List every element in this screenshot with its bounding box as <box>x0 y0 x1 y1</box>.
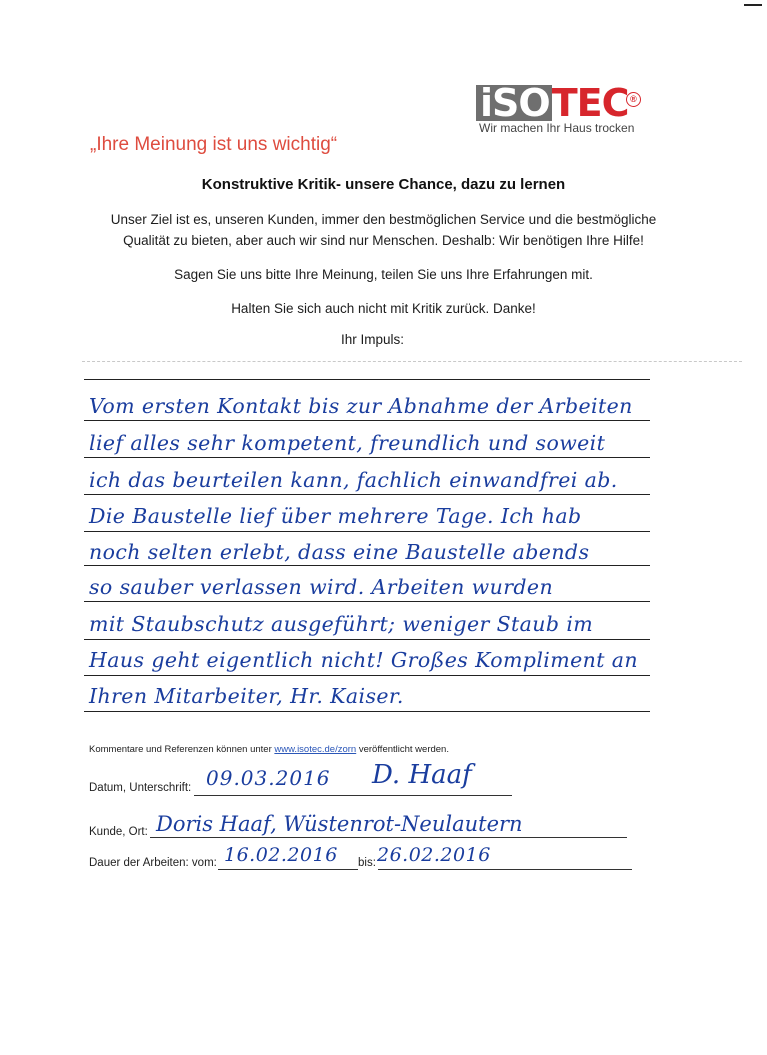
publication-note <box>89 744 449 755</box>
handwritten-line: mit Staubschutz ausgeführt; weniger Staub im <box>89 612 594 636</box>
handwritten-line: Ihren Mitarbeiter, Hr. Kaiser. <box>89 684 404 708</box>
page-subheading: Konstruktive Kritik- unsere Chance, dazu zu lernen <box>201 176 566 193</box>
ruled-line <box>84 531 650 532</box>
handwritten-line: noch selten erlebt, dass eine Baustelle abends <box>89 540 590 564</box>
ruled-line <box>84 675 650 676</box>
handwritten-line: ich das beurteilen kann, fachlich einwandfrei ab. <box>89 468 618 492</box>
duration-from-line <box>218 869 358 870</box>
ruled-line <box>84 601 650 602</box>
intro-paragraph <box>0 209 767 251</box>
signature: D. Haaf <box>372 760 472 790</box>
logo-wordmark-iso: iSO <box>476 85 552 121</box>
date-signature-label: Datum, Unterschrift: <box>89 782 192 794</box>
scan-corner-mark <box>744 4 762 6</box>
ruled-line <box>84 457 650 458</box>
logo-tagline: Wir machen Ihr Haus trocken <box>479 121 635 135</box>
handwritten-line: Vom ersten Kontakt bis zur Abnahme der Arbeiten <box>89 394 633 418</box>
ruled-line <box>84 639 650 640</box>
isotec-logo <box>476 81 646 140</box>
ruled-line <box>84 565 650 566</box>
publication-note-end: veröffentlicht werden. <box>356 744 449 755</box>
impuls-label: Ihr Impuls: <box>340 332 405 347</box>
handwritten-line: Die Baustelle lief über mehrere Tage. Ich hab <box>89 504 582 528</box>
logo-wordmark <box>476 81 629 125</box>
registered-mark: ® <box>626 92 641 107</box>
logo-wordmark-tec: TEC <box>551 81 629 125</box>
duration-to-line <box>378 869 632 870</box>
request-paragraph: Sagen Sie uns bitte Ihre Meinung, teilen Sie uns Ihre Erfahrungen mit. <box>174 267 593 282</box>
handwritten-line: lief alles sehr kompetent, freundlich und soweit <box>89 431 606 455</box>
isotec-link[interactable]: www.isotec.de/zorn <box>274 744 357 755</box>
duration-label: Dauer der Arbeiten: vom: <box>89 857 217 869</box>
thanks-paragraph: Halten Sie sich auch nicht mit Kritik zurück. Danke! <box>231 301 536 316</box>
date-value: 09.03.2016 <box>206 766 331 790</box>
section-divider <box>82 361 742 362</box>
duration-to-label: bis: <box>358 857 376 869</box>
handwritten-line: Haus geht eigentlich nicht! Großes Kompliment an <box>89 648 638 672</box>
customer-line <box>150 837 627 838</box>
publication-note-text: Kommentare und Referenzen können unter <box>89 744 275 755</box>
ruled-line <box>84 494 650 495</box>
ruled-line <box>84 420 650 421</box>
duration-from-value: 16.02.2016 <box>224 844 338 866</box>
page-heading: „Ihre Meinung ist uns wichtig“ <box>90 134 338 155</box>
duration-to-value: 26.02.2016 <box>377 844 491 866</box>
handwritten-line: so sauber verlassen wird. Arbeiten wurden <box>89 575 554 599</box>
ruled-line <box>84 711 650 712</box>
intro-line-1: Unser Ziel ist es, unseren Kunden, immer den bestmöglichen Service und die bestmögliche <box>110 212 657 227</box>
customer-label: Kunde, Ort: <box>89 826 148 838</box>
date-signature-line <box>194 795 512 796</box>
intro-line-2: Qualität zu bieten, aber auch wir sind nur Menschen. Deshalb: Wir benötigen Ihre Hilfe! <box>123 233 644 248</box>
ruled-line <box>84 379 650 380</box>
customer-value: Doris Haaf, Wüstenrot-Neulautern <box>156 812 523 836</box>
